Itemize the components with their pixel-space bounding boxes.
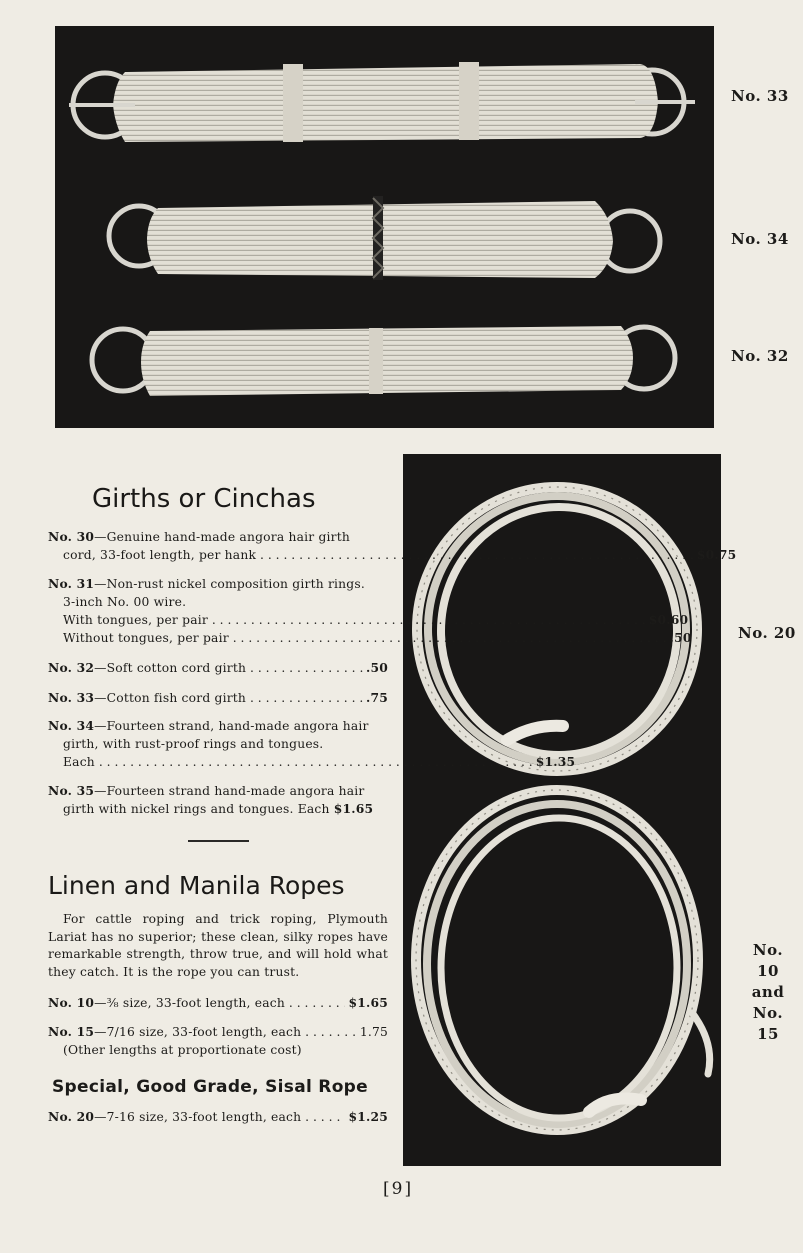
label-no33: No. 33 — [731, 87, 789, 105]
item-price: $0.75 — [696, 547, 737, 562]
rope-coil-no20 — [417, 487, 697, 771]
item-number: No. 35 — [48, 783, 95, 798]
item-text: —Genuine hand-made angora hair girth — [94, 530, 350, 544]
girths-title: Girths or Cinchas — [92, 484, 316, 514]
item-number: No. 32 — [48, 660, 95, 675]
item-no20 — [48, 1108, 388, 1126]
item-text: girth with nickel rings and tongues. Each — [63, 802, 330, 816]
item-text: Without tongues, per pair . . . — [63, 631, 667, 645]
girth-no32 — [92, 326, 675, 396]
item-text: With tongues, per pair . . . — [63, 613, 646, 627]
item-number: No. 20 — [48, 1109, 95, 1124]
item-price: 1.75 — [359, 1025, 388, 1039]
girth-no33 — [69, 62, 695, 142]
rope-coil-no10-no15 — [416, 790, 710, 1130]
item-text: —Soft cotton cord girth — [94, 661, 247, 675]
item-price: $1.25 — [348, 1109, 388, 1124]
item-no33 — [48, 689, 388, 707]
item-number: No. 15 — [48, 1024, 95, 1039]
sisal-title: Special, Good Grade, Sisal Rope — [52, 1077, 368, 1097]
section-divider — [188, 840, 249, 842]
label-no32: No. 32 — [731, 347, 789, 365]
item-number: No. 30 — [48, 529, 95, 544]
item-text: cord, 33-foot length, per hank . . . — [63, 548, 694, 562]
item-price: .75 — [366, 690, 388, 705]
item-price: $0.60 — [648, 612, 689, 627]
label-no10: No. 10 — [752, 941, 784, 980]
page-number: [9] — [383, 1179, 414, 1199]
label-no15: No. 15 — [752, 1004, 784, 1043]
label-no10-no15 — [740, 940, 796, 1045]
item-text: 3-inch No. 00 wire. — [63, 595, 187, 609]
item-text: —Fourteen strand hand-made angora hair — [94, 784, 365, 798]
item-text: —7/16 size, 33-foot length, each — [94, 1025, 302, 1039]
label-no20: No. 20 — [738, 624, 796, 642]
item-price: $1.65 — [333, 801, 374, 816]
item-no34 — [48, 717, 576, 771]
item-no15 — [48, 1023, 388, 1059]
item-text: —⅜ size, 33-foot length, each — [94, 996, 285, 1010]
item-text: —Non-rust nickel composition girth rings. — [94, 577, 365, 591]
item-text: Each . . . — [63, 755, 533, 769]
item-text: girth, with rust-proof rings and tongues. — [63, 737, 324, 751]
ropes-title: Linen and Manila Ropes — [48, 871, 345, 900]
label-no34: No. 34 — [731, 230, 789, 248]
item-no35 — [48, 782, 388, 818]
item-no30 — [48, 528, 737, 564]
girth-no34 — [109, 196, 660, 280]
item-number: No. 33 — [48, 690, 95, 705]
item-text: —Fourteen strand, hand-made angora hair — [94, 719, 369, 733]
item-no31 — [48, 575, 692, 647]
item-number: No. 10 — [48, 995, 95, 1010]
item-note: (Other lengths at proportionate cost) — [63, 1043, 302, 1057]
item-price: $1.35 — [535, 754, 576, 769]
item-price: $1.65 — [348, 995, 388, 1010]
item-no10 — [48, 994, 388, 1012]
item-price: .50 — [366, 660, 388, 675]
item-price: .50 — [669, 630, 692, 645]
label-and: and — [751, 983, 785, 1001]
item-number: No. 31 — [48, 576, 95, 591]
item-number: No. 34 — [48, 718, 95, 733]
ropes-intro: For cattle roping and trick roping, Plymouth Lariat has no superior; these clean, silky ropes have remarkable strength, throw true, and will hold what they catch. It is the rope you can trust. — [48, 912, 388, 979]
girths-photo — [55, 26, 714, 428]
item-text: —7-16 size, 33-foot length, each — [94, 1110, 302, 1124]
item-text: —Cotton fish cord girth — [94, 691, 247, 705]
item-no32 — [48, 659, 388, 677]
